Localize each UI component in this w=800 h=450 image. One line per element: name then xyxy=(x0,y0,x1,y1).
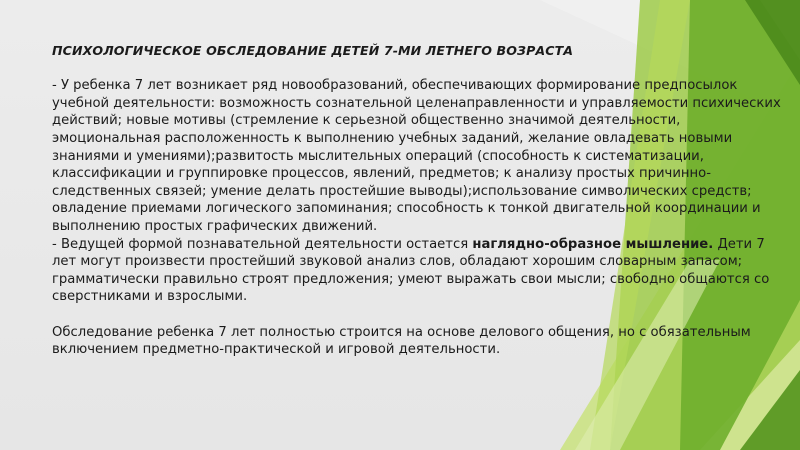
paragraph-2-rest: Дети 7 лет могут произвести простейший звуковой анализ слов, обладают хорошим словарным запасом; грамматически правильно строят предложения; умеют выражать свои мысли; свободно общаются со сверстниками и взрослыми. xyxy=(52,236,770,305)
slide-title: ПСИХОЛОГИЧЕСКОЕ ОБСЛЕДОВАНИЕ ДЕТЕЙ 7-МИ ЛЕТНЕГО ВОЗРАСТА xyxy=(52,43,574,58)
paragraph-2-bold: наглядно-образное мышление. xyxy=(472,236,714,252)
paragraph-2-lead: - Ведущей формой познавательной деятельности остается xyxy=(52,236,473,252)
spacer xyxy=(52,306,792,324)
paragraph-3: Обследование ребенка 7 лет полностью строится на основе делового общения, но с обязательным включением предметно-практической и игровой деятельности. xyxy=(52,324,751,358)
paragraph-2 xyxy=(52,236,792,306)
paragraph-1: - У ребенка 7 лет возникает ряд новообразований, обеспечивающих формирование предпосылок учебной деятельности: возможность сознательной целенаправленности и управляемости психических действий; новые мотивы (стремление к серьезной общественно значимой деятельности, эмоциональная расположенность к выполнению учебных заданий, желание овладевать новыми знаниями и умениями);развитость мыслительных операций (способность к систематизации, классификации и группировке процессов, явлений, предметов; к анализу простых причинно-следственных связей; умение делать простейшие выводы);использование символических средств; овладение приемами логического запоминания; способность к тонкой двигательной координации и выполнению простых графических движений. xyxy=(52,78,781,234)
slide-content xyxy=(52,42,792,359)
spacer xyxy=(52,60,792,78)
